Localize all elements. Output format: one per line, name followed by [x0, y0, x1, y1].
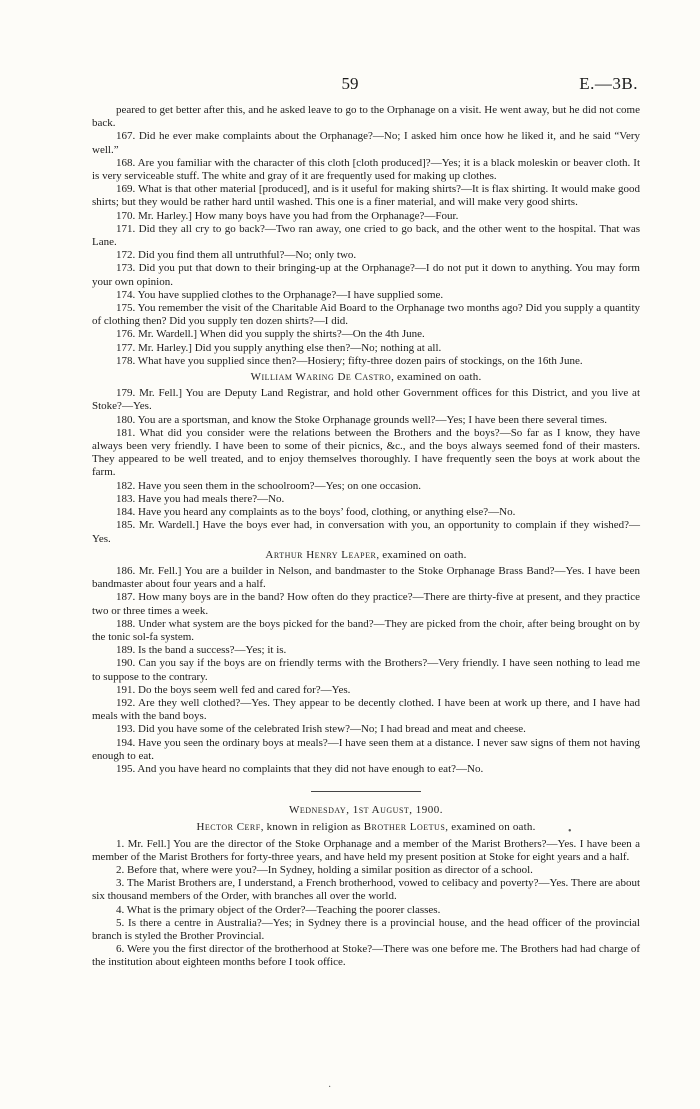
evidence-paragraph: 175. You remember the visit of the Charitable Aid Board to the Orphanage two months ago? Did you supply a quantity of clothing then? Did you supply ten dozen shirts?—I did. [92, 302, 640, 328]
evidence-paragraph: 195. And you have heard no complaints that they did not have enough to eat?—No. [116, 762, 484, 775]
evidence-paragraph: 2. Before that, where were you?—In Sydney, holding a similar position as director of a school. [116, 863, 533, 876]
evidence-paragraph: 183. Have you had meals there?—No. [116, 492, 285, 505]
evidence-text [92, 104, 640, 970]
evidence-paragraph: 194. Have you seen the ordinary boys at meals?—I have seen them at a distance. I never saw signs of them not having enough to eat. [92, 736, 640, 762]
evidence-paragraph: 1. Mr. Fell.] You are the director of the Stoke Orphanage and a member of the Marist Brothers?—Yes. I have been a member of the Marist Brothers for forty-three years, and have held my present position at Stoke for eight years and a half. [92, 837, 640, 863]
evidence-paragraph: 174. You have supplied clothes to the Orphanage?—I have supplied some. [116, 288, 444, 301]
evidence-paragraph: 191. Do the boys seem well fed and cared for?—Yes. [116, 683, 351, 696]
evidence-paragraph: 168. Are you familiar with the character of this cloth [cloth produced]?—Yes; it is a black moleskin or beaver cloth. It is very serviceable stuff. The white and gray of it are frequently used for making up clothes. [92, 156, 640, 183]
paragraph-group-3 [92, 565, 640, 776]
witness-religious-name: Brother Loetus [363, 821, 446, 834]
evidence-paragraph: 192. Are they well clothed?—Yes. They appear to be decently clothed. I have been at work up there, and I have had meals with the band boys. [92, 696, 640, 723]
witness-heading [92, 821, 640, 834]
witness-name: Arthur Henry Leaper [265, 548, 377, 561]
evidence-paragraph: 180. You are a sportsman, and know the Stoke Orphanage grounds well?—Yes; I have been there several times. [116, 413, 608, 426]
evidence-paragraph: 193. Did you have some of the celebrated Irish stew?—No; I had bread and meat and cheese. [116, 723, 526, 736]
evidence-paragraph: 4. What is the primary object of the Order?—Teaching the poorer classes. [116, 903, 441, 916]
evidence-paragraph: peared to get better after this, and he asked leave to go to the Orphanage on a visit. He went away, but he did not come back. [92, 104, 640, 130]
page-number: 59 [341, 74, 359, 93]
date-heading: Wednesday, 1st August, 1900. [288, 804, 444, 817]
witness-middle: , known in religion as [260, 821, 364, 834]
witness-heading [92, 371, 640, 384]
print-speck: · [328, 1082, 332, 1093]
evidence-paragraph: 6. Were you the first director of the brotherhood at Stoke?—There was one before me. The Brothers had had charge of the institution about eighteen months before I took office. [92, 943, 640, 969]
evidence-paragraph: 179. Mr. Fell.] You are Deputy Land Registrar, and hold other Government offices for this District, and you live at Stoke?—Yes. [92, 387, 640, 413]
paragraph-group-2 [92, 387, 640, 545]
evidence-paragraph: 167. Did he ever make complaints about the Orphanage?—No; I asked him once how he liked it, and he said “Very well.” [92, 130, 640, 156]
evidence-paragraph: 185. Mr. Wardell.] Have the boys ever had, in conversation with you, an opportunity to complain if they wished?—Yes. [92, 519, 640, 545]
evidence-paragraph: 187. How many boys are in the band? How often do they practice?—There are thirty-five at present, and they practice two or three times a week. [92, 591, 640, 617]
paragraph-group-4 [92, 838, 640, 970]
evidence-paragraph: 190. Can you say if the boys are on friendly terms with the Brothers?—Very friendly. I have seen nothing to lead me to suppose to the contrary. [92, 657, 640, 683]
witness-heading [92, 549, 640, 562]
evidence-paragraph: 5. Is there a centre in Australia?—Yes; in Sydney there is a provincial house, and the head officer of the provincial branch is styled the Brother Provincial. [92, 916, 640, 942]
witness-suffix: , examined on oath. [445, 821, 536, 834]
evidence-paragraph: 181. What did you consider were the relations between the Brothers and the boys?—So far as I know, they have always been very friendly. I have been to some of their picnics, &c., and the boys always seemed fond of their masters. They appeared to be well treated, and to enjoy themselves thoroughly. I have frequently seen the boys at work about the farm. [92, 426, 640, 479]
evidence-paragraph: 184. Have you heard any complaints as to the boys’ food, clothing, or anything else?—No. [116, 506, 516, 519]
evidence-paragraph: 186. Mr. Fell.] You are a builder in Nelson, and bandmaster to the Stoke Orphanage Brass Band?—Yes. I have been bandmaster about four years and a half. [92, 564, 640, 591]
section-divider [311, 791, 421, 792]
witness-suffix: , examined on oath. [391, 371, 482, 384]
print-speck: • [568, 826, 572, 837]
witness-name: William Waring De Castro [250, 371, 392, 384]
paragraph-group-1 [92, 104, 640, 368]
evidence-paragraph: 169. What is that other material [produced], and is it useful for making shirts?—It is flax shirting. It would make good shirts; but they would be rather hard until washed. This one is a finer material, and will make very good shirts. [92, 183, 640, 209]
evidence-paragraph: 188. Under what system are the boys picked for the band?—They are picked from the choir, after being brought on by the tonic sol-fa system. [92, 617, 640, 643]
evidence-paragraph: 178. What have you supplied since then?—Hosiery; fifty-three dozen pairs of stockings, on the 16th June. [116, 354, 583, 367]
evidence-paragraph: 172. Did you find them all untruthful?—No; only two. [116, 249, 357, 262]
evidence-paragraph: 171. Did they all cry to go back?—Two ran away, one cried to go back, and the other went to the hospital. That was Lane. [92, 222, 640, 249]
evidence-paragraph: 173. Did you put that down to their bringing-up at the Orphanage?—I do not put it down to anything. You may form your own opinion. [92, 262, 640, 288]
evidence-paragraph: 177. Mr. Harley.] Did you supply anything else then?—No; nothing at all. [116, 341, 442, 354]
evidence-paragraph: 189. Is the band a success?—Yes; it is. [116, 644, 287, 657]
evidence-paragraph: 176. Mr. Wardell.] When did you supply the shirts?—On the 4th June. [116, 328, 425, 341]
document-reference: E.—3B. [579, 74, 638, 93]
evidence-paragraph: 182. Have you seen them in the schoolroom?—Yes; on one occasion. [116, 479, 421, 492]
evidence-paragraph: 170. Mr. Harley.] How many boys have you had from the Orphanage?—Four. [116, 209, 459, 222]
witness-name: Hector Cerf [196, 821, 261, 834]
evidence-paragraph: 3. The Marist Brothers are, I understand, a French brotherhood, vowed to celibacy and poverty?—Yes. There are about six thousand members of the Order, with branches all over the world. [92, 877, 640, 903]
witness-suffix: , examined on oath. [376, 548, 467, 561]
